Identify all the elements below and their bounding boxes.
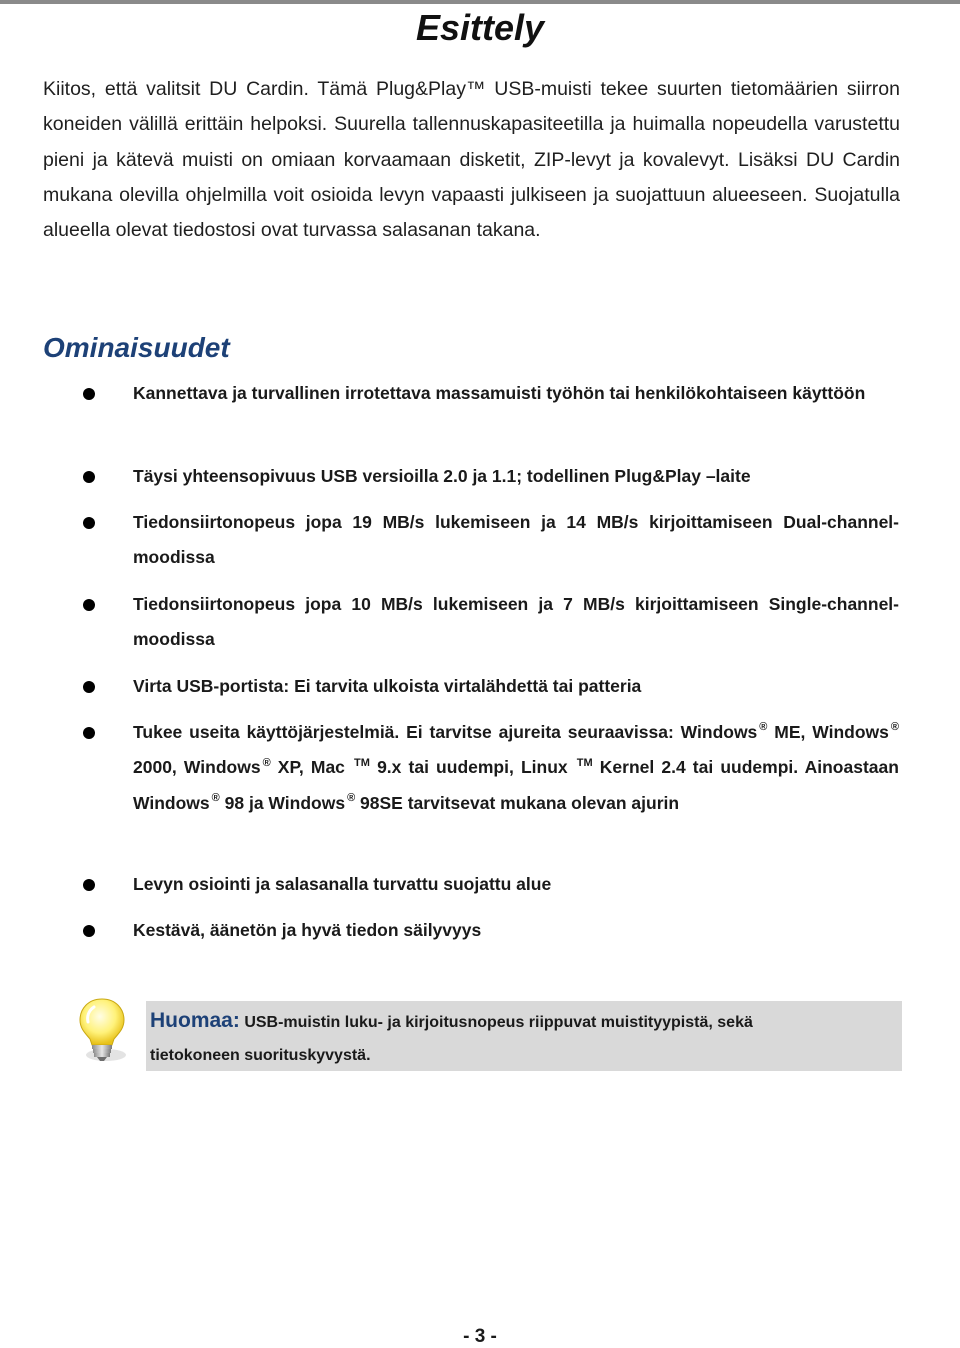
note-box <box>146 1001 902 1071</box>
note-text: USB-muistin luku- ja kirjoitusnopeus riippuvat muistityypistä, sekä <box>244 1014 753 1031</box>
bullet-dot-icon <box>83 879 95 891</box>
page-title: Esittely <box>415 7 545 48</box>
os-text-part: 98SE tarvitsevat mukana olevan ajurin <box>360 792 680 813</box>
registered-mark: ® <box>890 721 899 734</box>
note-line <box>150 1039 898 1072</box>
bullet-dot-icon <box>83 471 95 483</box>
lightbulb-icon <box>72 995 132 1063</box>
bullet-dot-icon <box>83 727 95 739</box>
trademark-mark: TM <box>576 756 593 769</box>
features-heading: Ominaisuudet <box>43 332 230 363</box>
bullet-dot-icon <box>83 599 95 611</box>
os-text-part: XP, Mac <box>277 757 345 778</box>
bullet-dot-icon <box>83 388 95 400</box>
registered-mark: ® <box>759 721 768 734</box>
feature-text: Tiedonsiirtonopeus jopa 19 MB/s lukemiseen ja 14 MB/s kirjoittamiseen Dual-channel-moodissa <box>133 512 899 568</box>
registered-mark: ® <box>211 791 220 804</box>
top-rule <box>0 0 960 4</box>
feature-text: Levyn osiointi ja salasanalla turvattu suojattu alue <box>133 874 552 894</box>
os-text-part: 9.x tai uudempi, Linux <box>377 757 568 778</box>
bullet-dot-icon <box>83 925 95 937</box>
registered-mark: ® <box>347 791 356 804</box>
os-text-part: ME, Windows <box>774 722 889 742</box>
registered-mark: ® <box>262 756 271 769</box>
os-text-part: 2000, Windows <box>133 757 261 778</box>
intro-paragraph: Kiitos, että valitsit DU Cardin. Tämä Plug&Play™ USB-muisti tekee suurten tietomäärien siirron koneiden välillä erittäin helpoksi. Suurella tallennuskapasiteetilla ja huimalla nopeudella varustettu pieni ja kätevä muisti on omiaan korvaamaan disketit, ZIP-levyt ja kovalevyt. Lisäksi DU Cardin mukana olevilla ohjelmilla voit osioida levyn vapaasti julkiseen ja suojattuun alueeseen. Suojatulla alueella olevat tiedostosi ovat turvassa salasanan takana. <box>43 78 900 242</box>
feature-text: Kannettava ja turvallinen irrotettava massamuisti työhön tai henkilökohtaiseen käyttöön <box>133 383 866 403</box>
note-text: tietokoneen suorituskyvystä. <box>150 1047 371 1064</box>
note-line <box>150 1004 898 1039</box>
feature-text: Täysi yhteensopivuus USB versioilla 2.0 ja 1.1; todellinen Plug&Play –laite <box>133 466 751 486</box>
note-label: Huomaa: <box>150 1009 240 1032</box>
page-number: - 3 - <box>463 1326 497 1347</box>
bullet-dot-icon <box>83 517 95 529</box>
os-text-part: Tukee useita käyttöjärjestelmiä. Ei tarvitse ajureita seuraavissa: Windows <box>133 722 758 742</box>
os-text-part: Kernel 2.4 tai uudempi. Ainoastaan Windows <box>133 757 899 813</box>
feature-text: Kestävä, äänetön ja hyvä tiedon säilyvyys <box>133 920 482 940</box>
bullet-dot-icon <box>83 681 95 693</box>
os-text-part: 98 ja Windows <box>224 792 346 813</box>
trademark-mark: TM <box>354 756 370 769</box>
feature-text: Tiedonsiirtonopeus jopa 10 MB/s lukemiseen ja 7 MB/s kirjoittamiseen Single-channel-moodissa <box>133 594 899 650</box>
feature-text: Virta USB-portista: Ei tarvita ulkoista virtalähdettä tai patteria <box>133 676 642 696</box>
feature-text <box>133 715 899 821</box>
